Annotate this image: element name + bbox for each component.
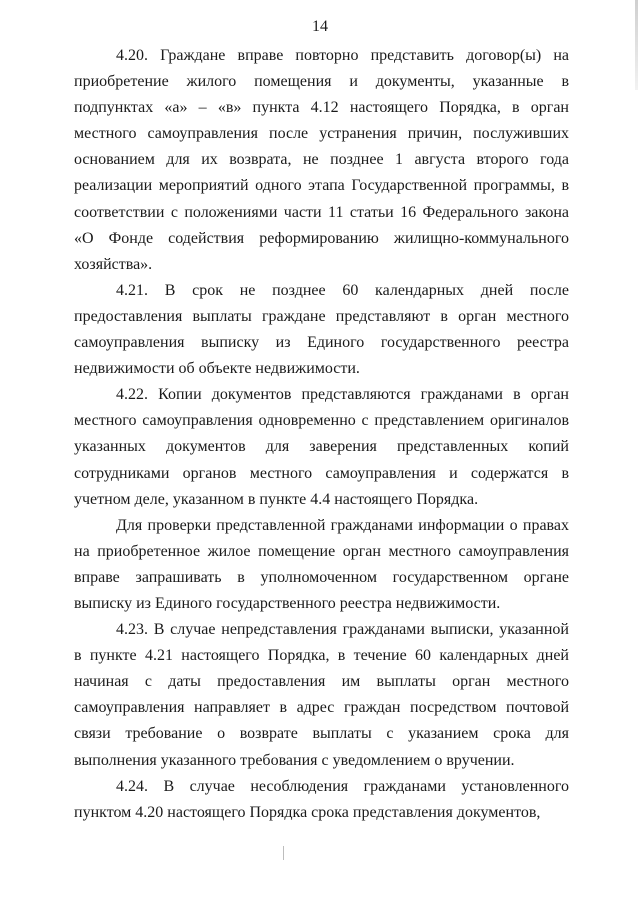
paragraph-4-22: 4.22. Копии документов представляются гражданами в орган местного самоуправления одновременно с представлением оригиналов указанных документов для заверения представленных копий сотрудниками органов местного самоуправления и содержатся в учетном деле, указанном в пункте 4.4 настоящего Порядка.: [74, 386, 569, 508]
page-number: 14: [312, 18, 328, 35]
paragraph-4-20: 4.20. Граждане вправе повторно представить договор(ы) на приобретение жилого помещения и документы, указанные в подпунктах «а» – «в» пункта 4.12 настоящего Порядка, в орган местного самоуправления после устранения причин, послуживших основанием для их возврата, не позднее 1 августа второго года реализации мероприятий одного этапа Государственной программы, в соответствии с положениями части 11 статьи 16 Федерального закона «О Фонде содействия реформированию жилищно-коммунального хозяйства».: [74, 47, 569, 273]
paragraph-4-23: 4.23. В случае непредставления гражданами выписки, указанной в пункте 4.21 настоящего Порядка, в течение 60 календарных дней начиная с даты предоставления им выплаты орган местного самоуправления направляет в адрес граждан посредством почтовой связи требование о возврате выплаты с указанием срока для выполнения указанного требования с уведомлением о вручении.: [74, 621, 569, 769]
paragraph-4-22-continued: Для проверки представленной гражданами информации о правах на приобретенное жилое помещение орган местного самоуправления вправе запрашивать в уполномоченном государственном органе выписку из Единого государственного реестра недвижимости.: [74, 516, 569, 612]
paragraph-4-24: 4.24. В случае несоблюдения гражданами установленного пунктом 4.20 настоящего Порядка срока представления документов,: [74, 777, 569, 821]
scan-edge-shadow: [635, 0, 638, 90]
scan-speck: [283, 846, 284, 860]
paragraph-4-21: 4.21. В срок не позднее 60 календарных дней после предоставления выплаты граждане представляют в орган местного самоуправления выписку из Единого государственного реестра недвижимости об объекте недвижимости.: [74, 281, 569, 378]
document-body: [74, 43, 569, 826]
